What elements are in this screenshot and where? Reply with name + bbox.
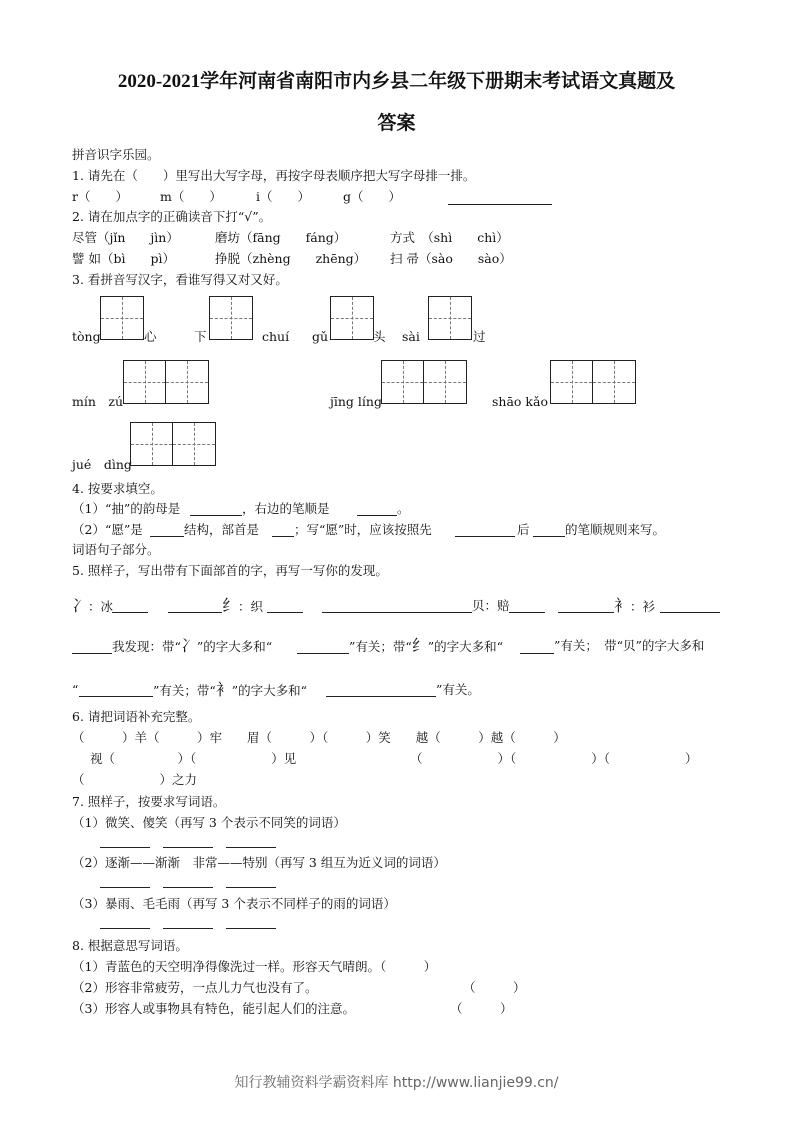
radical-clothing: 衤 <box>614 596 631 615</box>
page-title-line2: 答案 <box>377 113 416 134</box>
answer-line[interactable] <box>448 204 552 205</box>
pinyin-label: jué dìng <box>72 457 132 472</box>
question-2: 2. 请在加点字的正确读音下打“√”。 <box>72 209 272 224</box>
finding-text: ”的字大多和“ <box>196 639 273 654</box>
example: ：冰 <box>88 599 114 614</box>
answer-line[interactable] <box>190 515 242 516</box>
pinyin-label: tòng <box>72 329 101 344</box>
radical-silk: 纟 <box>222 596 239 615</box>
question-3: 3. 看拼音写汉字，看谁写得又对又好。 <box>72 272 288 287</box>
q2-item: 扫 帚（sào sào） <box>390 251 512 266</box>
answer-line[interactable] <box>660 612 720 613</box>
example: 贝：赔 <box>472 598 510 613</box>
section-heading: 拼音识字乐园。 <box>72 147 160 162</box>
q6-row: （ ）羊（ ）牢 眉（ ）（ ）笑 越（ ）越（ ） <box>72 730 566 745</box>
answer-line[interactable] <box>322 612 472 613</box>
writing-grid[interactable] <box>123 360 209 404</box>
finding-text: 我发现：带“ <box>112 639 181 654</box>
answer-line[interactable] <box>558 612 614 613</box>
q7-2: （2）逐渐——渐渐 非常——特别（再写 3 组互为近义词的词语） <box>72 855 446 870</box>
q4-2-a: （2）“愿”是 <box>72 522 143 537</box>
q7-3: （3）暴雨、毛毛雨（再写 3 个表示不同样子的雨的词语） <box>72 896 396 911</box>
q1-item: r（ ） <box>72 189 128 204</box>
q2-item: 譬 如（bì pì） <box>72 251 175 266</box>
section-heading: 词语句子部分。 <box>72 542 160 557</box>
given-char: 心 <box>144 329 157 344</box>
q4-2-e: 的笔顺规则来写。 <box>565 522 666 537</box>
given-char: 过 <box>473 329 486 344</box>
question-8: 8. 根据意思写词语。 <box>72 938 188 953</box>
q2-item: 磨坊（fāng fáng） <box>215 230 347 245</box>
q8-2: （2）形容非常疲劳，一点儿力气也没有了。 <box>72 980 318 995</box>
answer-line[interactable] <box>455 536 515 537</box>
finding-text: ”有关； 带“贝”的字大多和 <box>554 638 705 653</box>
answer-line[interactable] <box>72 653 112 654</box>
answer-line[interactable] <box>163 887 213 888</box>
answer-line[interactable] <box>168 612 222 613</box>
answer-line[interactable] <box>112 612 148 613</box>
finding-text: ”有关。 <box>436 682 480 697</box>
answer-line[interactable] <box>357 515 397 516</box>
answer-line[interactable] <box>326 696 436 697</box>
writing-grid[interactable] <box>550 360 636 404</box>
pinyin-label: jīng líng <box>330 394 382 409</box>
answer-line[interactable] <box>509 612 545 613</box>
pinyin-label: gǔ <box>312 329 329 344</box>
answer-line[interactable] <box>100 847 150 848</box>
q4-2-c: ；写“愿”时，应该按照先 <box>294 522 432 537</box>
example: ：衫 <box>630 599 656 614</box>
writing-grid[interactable] <box>209 296 253 340</box>
given-char: 下 <box>194 329 207 344</box>
q8-1: （1）青蓝色的天空明净得像洗过一样。形容天气晴朗。（ ） <box>72 959 437 974</box>
answer-line[interactable] <box>100 928 150 929</box>
radical-clothing: 衤 <box>215 680 232 699</box>
q4-1-b: ，右边的笔顺是 <box>242 501 330 516</box>
answer-line[interactable] <box>150 536 184 537</box>
q1-item: g（ ） <box>343 189 402 204</box>
question-4: 4. 按要求填空。 <box>72 481 163 496</box>
writing-grid[interactable] <box>381 360 467 404</box>
q4-2-b: 结构，部首是 <box>184 522 260 537</box>
writing-grid[interactable] <box>100 296 144 340</box>
question-1: 1. 请先在（ ）里写出大写字母，再按字母表顺序把大写字母排一排。 <box>72 168 476 183</box>
q7-1: （1）微笑、傻笑（再写 3 个表示不同笑的词语） <box>72 815 346 830</box>
finding-text: ”有关；带“ <box>153 683 216 698</box>
finding-text: “ <box>72 682 79 697</box>
answer-line[interactable] <box>272 536 294 537</box>
pinyin-label: sài <box>402 329 420 344</box>
answer-line[interactable] <box>226 887 276 888</box>
q6-row: （ ）之力 <box>72 772 198 787</box>
answer-line[interactable] <box>297 653 349 654</box>
q2-item: 方式 （shì chì） <box>390 230 509 245</box>
radical-ice: 冫 <box>72 596 89 615</box>
answer-line[interactable] <box>226 928 276 929</box>
finding-text: ”的字大多和“ <box>427 639 504 654</box>
pinyin-label: chuí <box>262 329 290 344</box>
pinyin-label: shāo kǎo <box>492 394 548 409</box>
writing-grid[interactable] <box>428 296 472 340</box>
q1-item: m（ ） <box>160 189 222 204</box>
pinyin-label: mín zú <box>72 394 124 409</box>
answer-paren[interactable]: （ ） <box>463 980 526 995</box>
answer-line[interactable] <box>533 536 565 537</box>
answer-paren[interactable]: （ ） <box>450 1001 513 1016</box>
q6-row: 视（ ）（ ）见 <box>90 751 297 766</box>
example: ：织 <box>238 599 264 614</box>
answer-line[interactable] <box>79 696 153 697</box>
q6-row: （ ）（ ）（ ） <box>410 751 698 766</box>
question-5: 5. 照样子，写出带有下面部首的字，再写一写你的发现。 <box>72 563 388 578</box>
q4-2-d: 后 <box>517 522 530 537</box>
answer-line[interactable] <box>226 847 276 848</box>
q8-3: （3）形容人或事物具有特色，能引起人们的注意。 <box>72 1001 355 1016</box>
writing-grid[interactable] <box>330 296 374 340</box>
question-7: 7. 照样子，按要求写词语。 <box>72 794 226 809</box>
finding-text: ”有关；带“ <box>349 639 412 654</box>
radical-silk: 纟 <box>411 636 428 655</box>
q1-item: i（ ） <box>256 189 310 204</box>
answer-line[interactable] <box>520 653 554 654</box>
answer-line[interactable] <box>163 847 213 848</box>
q2-item: 挣脱（zhèng zhēng） <box>215 251 367 266</box>
question-6: 6. 请把词语补充完整。 <box>72 709 201 724</box>
q4-1-a: （1）“抽”的韵母是 <box>72 501 181 516</box>
q2-item: 尽管（jǐn jìn） <box>72 230 179 245</box>
answer-line[interactable] <box>100 887 150 888</box>
answer-line[interactable] <box>267 612 303 613</box>
page-title: 2020-2021学年河南省南阳市内乡县二年级下册期末考试语文真题及 <box>117 71 676 92</box>
footer-watermark: 知行教辅资料学霸资料库 http://www.lianjie99.cn/ <box>234 1075 559 1091</box>
answer-line[interactable] <box>163 928 213 929</box>
writing-grid[interactable] <box>130 422 216 466</box>
finding-text: ”的字大多和“ <box>231 683 308 698</box>
radical-ice: 冫 <box>180 636 197 655</box>
given-char: 头 <box>373 329 386 344</box>
